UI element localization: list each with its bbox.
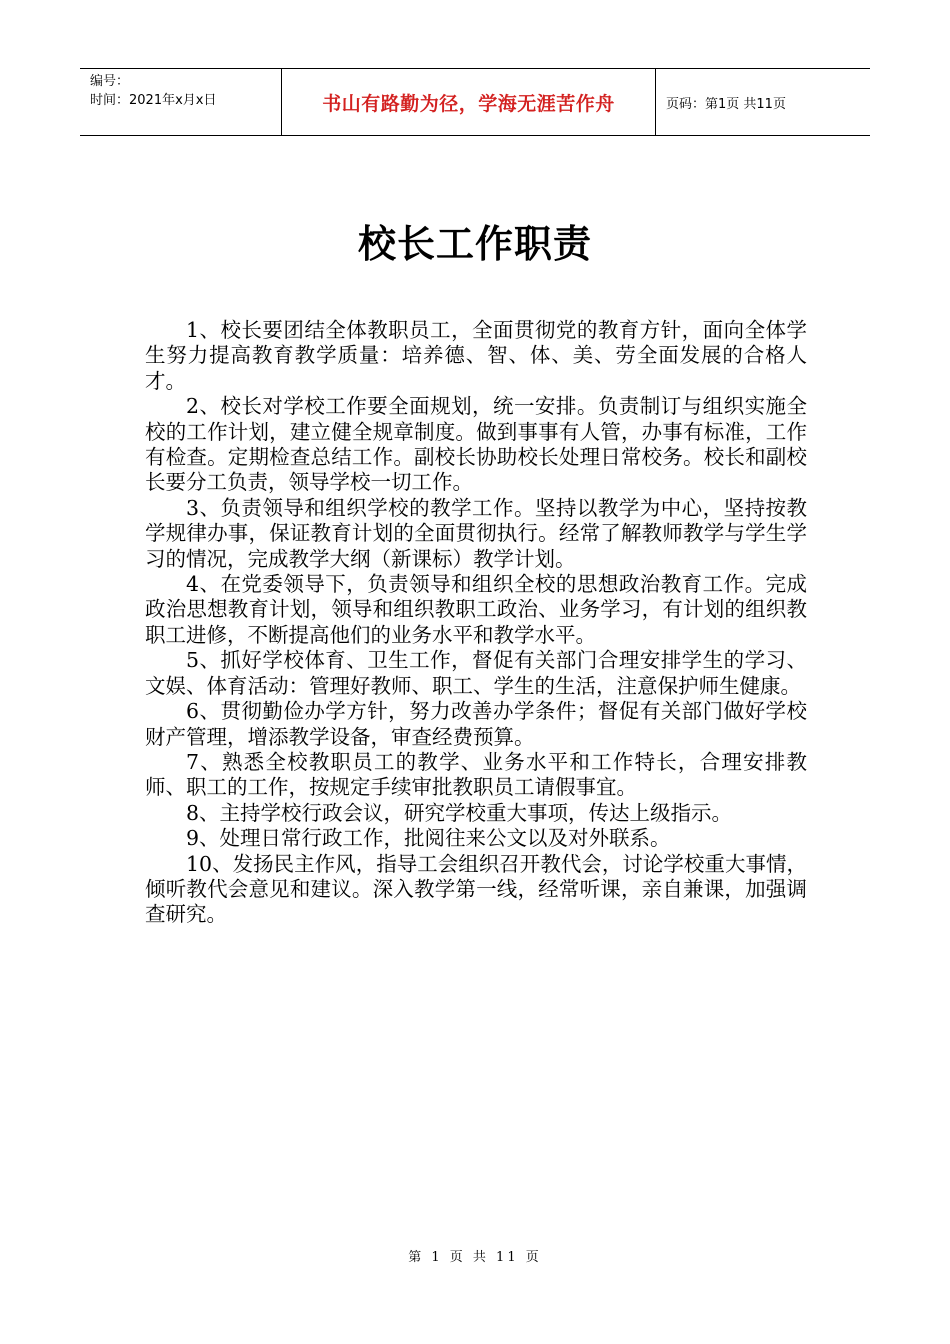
header-meta [80,69,282,135]
paragraph: 1、校长要团结全体教职员工，全面贯彻党的教育方针，面向全体学生努力提高教育教学质量：培养德、智、体、美、劳全面发展的合格人才。 [145,318,807,393]
paragraph: 9、处理日常行政工作，批阅往来公文以及对外联系。 [186,826,671,851]
paragraph: 10、发扬民主作风，指导工会组织召开教代会，讨论学校重大事情，倾听教代会意见和建议。深入教学第一线，经常听课，亲自兼课，加强调查研究。 [145,851,807,927]
doc-number-label: 编号： [90,74,130,89]
page-footer: 第 1 页 共 11 页 [408,1250,542,1265]
paragraph: 2、校长对学校工作要全面规划，统一安排。负责制订与组织实施全校的工作计划，建立健全规章制度。做到事事有人管，办事有标准，工作有检查。定期检查总结工作。副校长协助校长处理日常校务。校长和副校长要分工负责，领导学校一切工作。 [145,394,807,495]
paragraph: 8、主持学校行政会议，研究学校重大事项，传达上级指示。 [186,800,733,825]
paragraph: 3、负责领导和组织学校的教学工作。坚持以教学为中心，坚持按教学规律办事，保证教育计划的全面贯彻执行。经常了解教师教学与学生学习的情况，完成教学大纲（新课标）教学计划。 [145,495,807,571]
page-header [80,68,870,136]
document-body [145,318,807,928]
paragraph: 6、贯彻勤俭办学方针，努力改善办学条件；督促有关部门做好学校财产管理，增添教学设备，审查经费预算。 [145,699,807,749]
doc-date-label: 时间：2021年x月x日 [90,93,217,108]
paragraph: 7、熟悉全校教职员工的教学、业务水平和工作特长，合理安排教师、职工的工作，按规定手续审批教职员工请假事宜。 [145,749,807,800]
paragraph: 5、抓好学校体育、卫生工作，督促有关部门合理安排学生的学习、文娱、体育活动：管理好教师、职工、学生的生活，注意保护师生健康。 [145,648,807,698]
paragraph: 4、在党委领导下，负责领导和组织全校的思想政治教育工作。完成政治思想教育计划，领导和组织教职工政治、业务学习，有计划的组织教职工进修，不断提高他们的业务水平和教学水平。 [145,572,807,647]
header-motto: 书山有路勤为径，学海无涯苦作舟 [282,69,656,135]
header-page-info: 页码：第1页 共11页 [666,96,786,112]
document-title: 校长工作职责 [357,222,592,266]
